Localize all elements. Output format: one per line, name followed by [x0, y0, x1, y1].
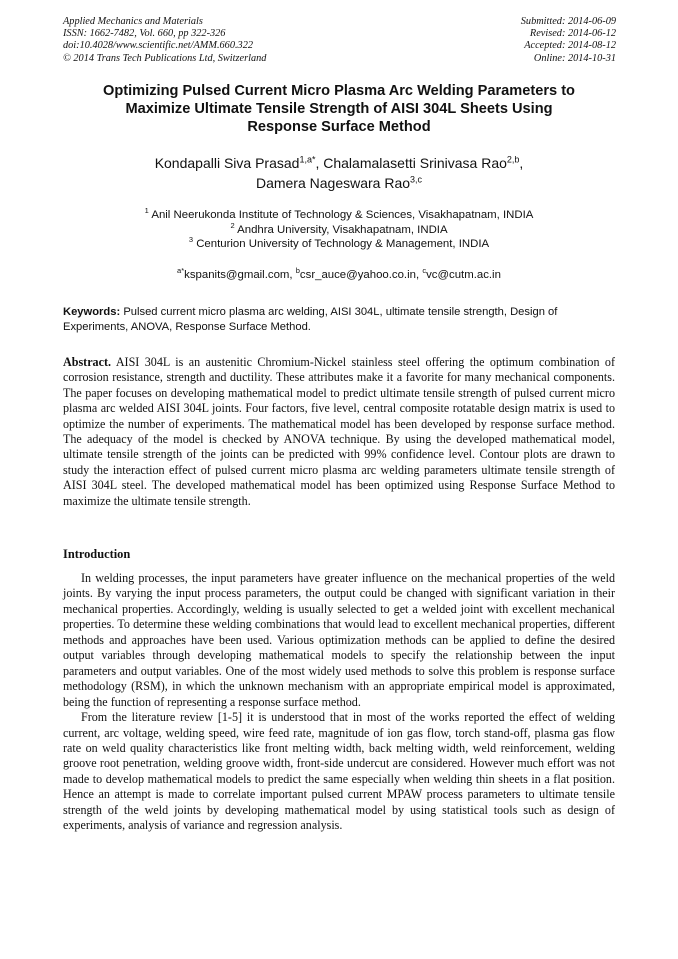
- email-3[interactable]: vc@cutm.ac.in: [426, 269, 501, 281]
- introduction-heading: Introduction: [63, 547, 131, 561]
- affiliation-3: [60, 237, 618, 252]
- affiliation-1-number: 1: [144, 206, 149, 216]
- email-list: [60, 268, 618, 282]
- author-3-name: Damera Nageswara Rao: [255, 175, 411, 191]
- affiliation-2: [60, 220, 618, 238]
- publication-dates: [376, 16, 616, 65]
- issn-line: ISSN: 1662-7482, Vol. 660, pp 322-326: [63, 28, 226, 40]
- introduction-body: [63, 571, 615, 834]
- copyright-line: © 2014 Trans Tech Publications Ltd, Switzerland: [63, 52, 267, 64]
- abstract-block: [63, 355, 615, 509]
- email-1-marker: a*: [177, 266, 185, 276]
- affiliation-1-text: Anil Neerukonda Institute of Technology & Sciences, Visakhapatnam, INDIA: [151, 209, 534, 221]
- introduction-paragraph-1: In welding processes, the input parameters have greater influence on the mechanical properties of the weld joints. By varying the input process parameters, the output could be changed with significant variation in their mechanical properties. Accordingly, welding is usually selected to get a welded joint with excellent mechanical properties. To determine these welding combinations that would lead to excellent mechanical properties, different methods and approaches have been used. Various optimization methods can be applied to define the desired output variables through developing mathematical models to specify the relationship between the input parameters and output variables. One of the most widely used methods to solve this problem is response surface methodology (RSM), in which the unknown mechanism with an appropriate empirical model is approximated, being the function of representing a response surface method.: [63, 571, 615, 709]
- author-separator-1: ,: [315, 155, 324, 171]
- keywords-label: Keywords:: [63, 306, 121, 318]
- introduction-paragraph-2: From the literature review [1-5] it is understood that in most of the works reported the effect of welding current, arc voltage, welding speed, wire feed rate, magnitude of ion gas flow, torch stand-off, plasma gas flow rate on weld quality characteristics like front melting width, back melting width, weld reinforcement, welding groove root penetration, welding groove width, front-side undercut are considered. However much effort was not made to develop mathematical models to predict the same especially when welding thin sheets in a flat position. Hence an attempt is made to correlate important pulsed current MPAW process parameters to ultimate tensile strength of the weld joints by developing mathematical model by using statistical tools such as design of experiments, analysis of variance and regression analysis.: [63, 710, 615, 833]
- title-line-3: Response Surface Method: [247, 119, 431, 135]
- email-2[interactable]: csr_auce@yahoo.co.in: [299, 269, 416, 281]
- revised-date: Revised: 2014-06-12: [529, 28, 616, 40]
- affiliation-2-text: Andhra University, Visakhapatnam, INDIA: [237, 223, 448, 236]
- affiliation-list: [60, 208, 618, 252]
- author-3-affiliation: 3,c: [410, 174, 423, 185]
- abstract-label: Abstract.: [63, 355, 112, 369]
- paper-title: [60, 82, 618, 136]
- abstract-text: AISI 304L is an austenitic Chromium-Nickel stainless steel offering the optimum combination of corrosion resistance, strength and ductility. These attributes make it a favorite for many mechanical components. The paper focuses on developing mathematical model to predict ultimate tensile strength of pulsed current micro plasma arc welded AISI 304L joints. Four factors, five level, central composite rotatable design matrix is used to optimize the number of experiments. The mathematical model has been developed by response surface method. The adequacy of the model is checked by ANOVA technique. By using the developed mathematical model, ultimate tensile strength of the joints can be predicted with 99% confidence level. Contour plots are drawn to study the interaction effect of pulsed current micro plasma arc welding parameters ultimate tensile strength of AISI 304L steel. The developed mathematical model has been optimized using Response Surface Method to maximize the ultimate tensile strength.: [63, 355, 616, 508]
- author-2-affiliation: 2,b: [506, 154, 520, 165]
- author-1-affiliation: 1,a*: [299, 154, 316, 165]
- author-1-name: Kondapalli Siva Prasad: [154, 155, 300, 171]
- email-2-marker: b: [295, 266, 300, 276]
- email-separator-2: ,: [415, 269, 423, 281]
- accepted-date: Accepted: 2014-08-12: [524, 40, 616, 52]
- author-list: [60, 153, 618, 193]
- author-2-name: Chalamalasetti Srinivasa Rao: [323, 155, 507, 171]
- author-line-1: [60, 153, 618, 173]
- affiliation-3-number: 3: [188, 235, 194, 245]
- author-separator-2: ,: [519, 155, 524, 171]
- doi-line: doi:10.4028/www.scientific.net/AMM.660.322: [63, 40, 253, 52]
- affiliation-3-text: Centurion University of Technology & Management, INDIA: [196, 238, 490, 251]
- keywords-block: [63, 305, 615, 334]
- author-line-2: [60, 173, 618, 193]
- title-line-1: Optimizing Pulsed Current Micro Plasma Arc Welding Parameters to: [103, 83, 575, 99]
- affiliation-1: [60, 208, 618, 223]
- journal-name: Applied Mechanics and Materials: [63, 16, 203, 27]
- journal-info: [63, 16, 363, 65]
- email-3-marker: c: [422, 266, 427, 276]
- title-line-2: Maximize Ultimate Tensile Strength of AISI 304L Sheets Using: [125, 101, 553, 117]
- email-separator-1: ,: [289, 269, 296, 281]
- keywords-text: Pulsed current micro plasma arc welding, AISI 304L, ultimate tensile strength, Design of Experiments, ANOVA, Response Surface Method.: [63, 306, 558, 333]
- affiliation-2-number: 2: [230, 220, 235, 230]
- submitted-date: Submitted: 2014-06-09: [520, 16, 616, 27]
- online-date: Online: 2014-10-31: [533, 52, 616, 64]
- email-1[interactable]: kspanits@gmail.com: [184, 269, 290, 281]
